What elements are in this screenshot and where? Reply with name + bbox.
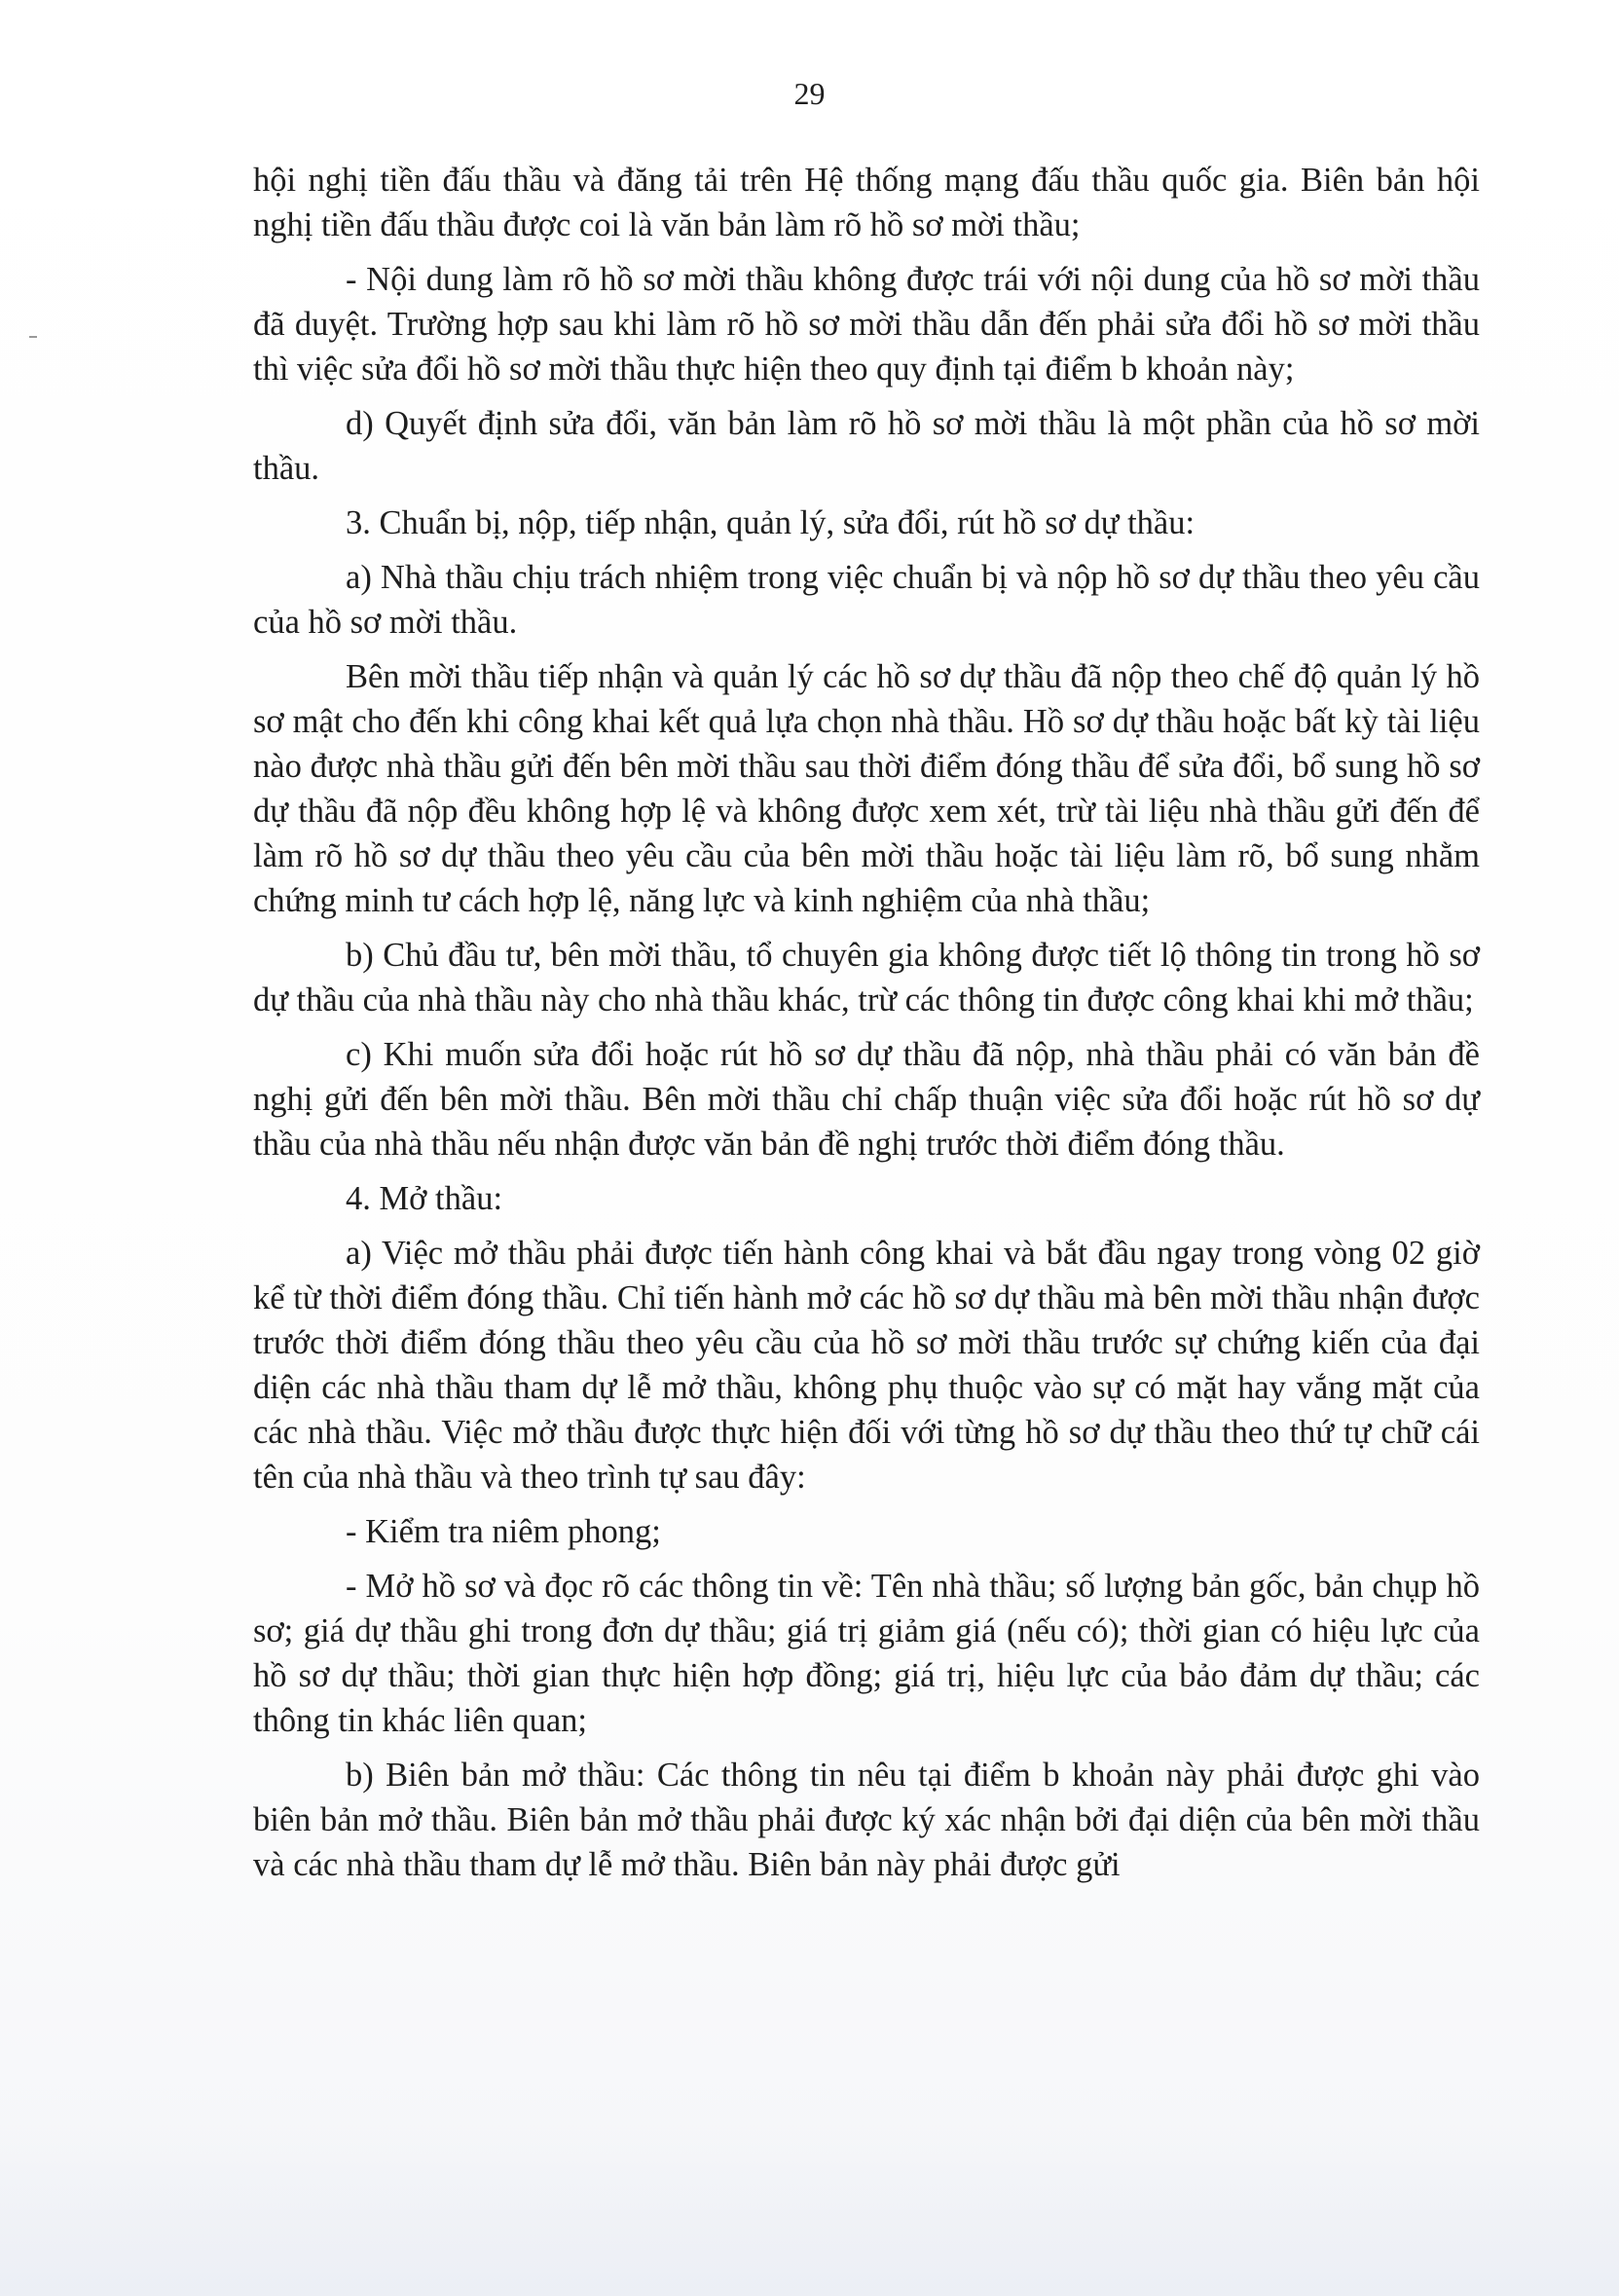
paragraph-clarification-content: - Nội dung làm rõ hồ sơ mời thầu không được trái với nội dung của hồ sơ mời thầu đã duyệt. Trường hợp sau khi làm rõ hồ sơ mời thầu dẫn đến phải sửa đổi hồ sơ mời thầu thì việc sửa đổi hồ sơ mời thầu thực hiện theo quy định tại điểm b khoản này;: [253, 261, 1480, 388]
paragraph-3a-receipt: Bên mời thầu tiếp nhận và quản lý các hồ sơ dự thầu đã nộp theo chế độ quản lý hồ sơ mật cho đến khi công khai kết quả lựa chọn nhà thầu. Hồ sơ dự thầu hoặc bất kỳ tài liệu nào được nhà thầu gửi đến bên mời thầu sau thời điểm đóng thầu để sửa đổi, bổ sung hồ sơ dự thầu đã nộp đều không hợp lệ và không được xem xét, trừ tài liệu nhà thầu gửi đến để làm rõ hồ sơ dự thầu theo yêu cầu của bên mời thầu hoặc tài liệu làm rõ, bổ sung nhằm chứng minh tư cách hợp lệ, năng lực và kinh nghiệm của nhà thầu;: [253, 658, 1480, 919]
paragraph-4b: b) Biên bản mở thầu: Các thông tin nêu tại điểm b khoản này phải được ghi vào biên bản mở thầu. Biên bản mở thầu phải được ký xác nhận bởi đại diện của bên mời thầu và các nhà thầu tham dự lễ mở thầu. Biên bản này phải được gửi: [253, 1757, 1480, 1883]
paragraph-section-4-heading: 4. Mở thầu:: [346, 1180, 503, 1217]
paragraph-4a: a) Việc mở thầu phải được tiến hành công khai và bắt đầu ngay trong vòng 02 giờ kể từ thời điểm đóng thầu. Chỉ tiến hành mở các hồ sơ dự thầu mà bên mời thầu nhận được trước thời điểm đóng thầu theo yêu cầu của hồ sơ mời thầu trước sự chứng kiến của đại diện các nhà thầu tham dự lễ mở thầu, không phụ thuộc vào sự có mặt hay vắng mặt của các nhà thầu. Việc mở thầu được thực hiện đối với từng hồ sơ dự thầu theo thứ tự chữ cái tên của nhà thầu và theo trình tự sau đây:: [253, 1235, 1480, 1496]
paragraph-4a-seal-check: - Kiểm tra niêm phong;: [346, 1513, 661, 1550]
paragraph-continuation: hội nghị tiền đấu thầu và đăng tải trên Hệ thống mạng đấu thầu quốc gia. Biên bản hội nghị tiền đấu thầu được coi là văn bản làm rõ hồ sơ mời thầu;: [253, 162, 1480, 243]
paragraph-3a: a) Nhà thầu chịu trách nhiệm trong việc chuẩn bị và nộp hồ sơ dự thầu theo yêu cầu của hồ sơ mời thầu.: [253, 559, 1480, 641]
document-body: [253, 158, 1480, 1897]
paragraph-3c: c) Khi muốn sửa đổi hoặc rút hồ sơ dự thầu đã nộp, nhà thầu phải có văn bản đề nghị gửi đến bên mời thầu. Bên mời thầu chỉ chấp thuận việc sửa đổi hoặc rút hồ sơ dự thầu của nhà thầu nếu nhận được văn bản đề nghị trước thời điểm đóng thầu.: [253, 1036, 1480, 1163]
paragraph-section-3-heading: 3. Chuẩn bị, nộp, tiếp nhận, quản lý, sửa đổi, rút hồ sơ dự thầu:: [346, 504, 1196, 541]
page-number: 29: [793, 76, 826, 111]
paragraph-point-d: d) Quyết định sửa đổi, văn bản làm rõ hồ sơ mời thầu là một phần của hồ sơ mời thầu.: [253, 405, 1480, 487]
paragraph-4a-open-read: - Mở hồ sơ và đọc rõ các thông tin về: Tên nhà thầu; số lượng bản gốc, bản chụp hồ sơ; giá dự thầu ghi trong đơn dự thầu; giá trị giảm giá (nếu có); thời gian có hiệu lực của hồ sơ dự thầu; thời gian thực hiện hợp đồng; giá trị, hiệu lực của bảo đảm dự thầu; các thông tin khác liên quan;: [253, 1568, 1480, 1739]
margin-mark: [29, 336, 37, 338]
scan-shading: [0, 2121, 1619, 2296]
paragraph-3b: b) Chủ đầu tư, bên mời thầu, tổ chuyên gia không được tiết lộ thông tin trong hồ sơ dự thầu của nhà thầu này cho nhà thầu khác, trừ các thông tin được công khai khi mở thầu;: [253, 937, 1480, 1018]
